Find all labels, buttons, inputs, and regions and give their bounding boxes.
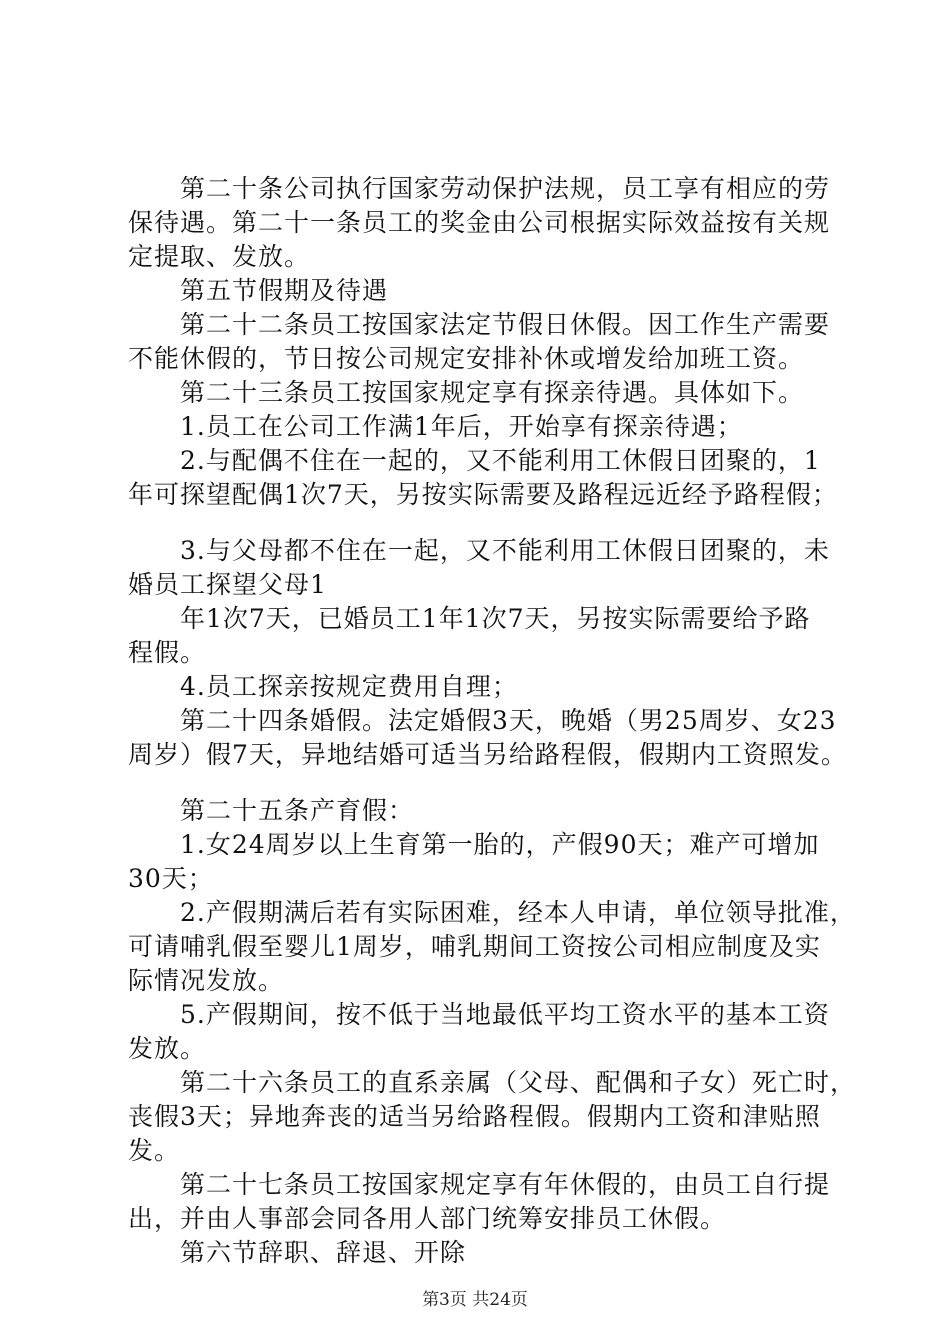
paragraph-line: 第二十七条员工按国家规定享有年休假的，由员工自行提 — [180, 1170, 831, 1199]
paragraph-line: 程假。 — [128, 638, 207, 667]
list-item: 1.女24周岁以上生育第一胎的，产假90天；难产可增加 — [180, 830, 820, 859]
list-item: 2.与配偶不住在一起的，又不能利用工休假日团聚的，1 — [180, 446, 821, 475]
paragraph-line: 第二十二条员工按国家法定节假日休假。因工作生产需要 — [180, 310, 831, 339]
section-heading: 第六节辞职、辞退、开除 — [180, 1238, 467, 1267]
list-item: 5.产假期间，按不低于当地最低平均工资水平的基本工资 — [180, 1000, 830, 1029]
paragraph-line: 保待遇。第二十一条员工的奖金由公司根据实际效益按有关规 — [128, 208, 831, 237]
paragraph-line: 婚员工探望父母1 — [128, 570, 327, 599]
paragraph-line: 年1次7天，已婚员工1年1次7天，另按实际需要给予路 — [180, 604, 811, 633]
section-heading: 第五节假期及待遇 — [180, 276, 389, 305]
paragraph-line: 定提取、发放。 — [128, 242, 311, 271]
paragraph-line: 出，并由人事部会同各用人部门统筹安排员工休假。 — [128, 1204, 727, 1233]
paragraph-line: 第二十五条产育假： — [180, 796, 415, 825]
paragraph-line: 年可探望配偶1次7天，另按实际需要及路程远近经予路程假； — [128, 480, 838, 509]
paragraph-line: 不能休假的，节日按公司规定安排补休或增发给加班工资。 — [128, 344, 805, 373]
paragraph-line: 发。 — [128, 1136, 181, 1165]
list-item: 4.员工探亲按规定费用自理； — [180, 672, 518, 701]
paragraph-line: 丧假3天；异地奔丧的适当另给路程假。假期内工资和津贴照 — [128, 1102, 821, 1131]
list-item: 1.员工在公司工作满1年后，开始享有探亲待遇； — [180, 412, 743, 441]
paragraph-line: 第二十四条婚假。法定婚假3天，晚婚（男25周岁、女23 — [180, 706, 837, 735]
paragraph-line: 周岁）假7天，异地结婚可适当另给路程假，假期内工资照发。 — [128, 740, 847, 769]
paragraph-line: 发放。 — [128, 1034, 207, 1063]
paragraph-line: 可请哺乳假至婴儿1周岁，哺乳期间工资按公司相应制度及实 — [128, 932, 821, 961]
paragraph-line: 第二十条公司执行国家劳动保护法规，员工享有相应的劳 — [180, 174, 831, 203]
list-item: 3.与父母都不住在一起，又不能利用工休假日团聚的，未 — [180, 536, 830, 565]
paragraph-line: 30天； — [128, 864, 214, 893]
paragraph-line: 第二十六条员工的直系亲属（父母、配偶和子女）死亡时， — [180, 1068, 857, 1097]
paragraph-line: 第二十三条员工按国家规定享有探亲待遇。具体如下。 — [180, 378, 805, 407]
list-item: 2.产假期满后若有实际困难，经本人申请，单位领导批准， — [180, 898, 856, 927]
page-number-footer: 第3页 共24页 — [422, 1290, 528, 1310]
paragraph-line: 际情况发放。 — [128, 966, 285, 995]
